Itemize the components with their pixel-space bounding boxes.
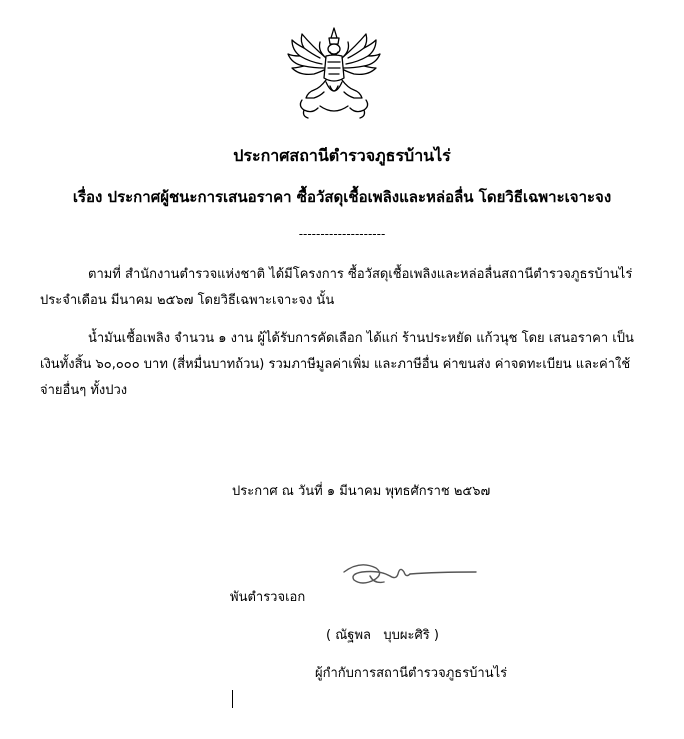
signer-rank: พันตำรวจเอก (230, 590, 306, 605)
signer-name: ( ณัฐพล บุบผะศิริ ) (326, 628, 439, 643)
body-paragraph-1: ตามที่ สำนักงานตำรวจแห่งชาติ ได้มีโครงการ ซื้อวัสดุเชื้อเพลิงและหล่อลื่นสถานีตำรวจภูธรบ้านไร่ ประจำเดือน มีนาคม ๒๕๖๗ โดยวิธีเฉพาะเจาะจง นั้น (40, 267, 633, 308)
document-subject: เรื่อง ประกาศผู้ชนะการเสนอราคา ซื้อวัสดุเชื้อเพลิงและหล่อลื่น โดยวิธีเฉพาะเจาะจง (72, 188, 612, 206)
announcement-date: ประกาศ ณ วันที่ ๑ มีนาคม พุทธศักราช ๒๕๖๗ (232, 484, 491, 499)
body-paragraph-2: น้ำมันเชื้อเพลิง จำนวน ๑ งาน ผู้ได้รับการคัดเลือก ได้แก่ ร้านประหยัด แก้วนุช โดย เสนอราคา เป็นเงินทั้งสิ้น ๖๐,๐๐๐ บาท (สี่หมื่นบาทถ้วน) รวมภาษีมูลค่าเพิ่ม และภาษีอื่น ค่าขนส่ง ค่าจดทะเบียน และค่าใช้จ่ายอื่นๆ ทั้งปวง (40, 331, 634, 398)
text-cursor (232, 690, 233, 708)
page-title: ประกาศสถานีตำรวจภูธรบ้านไร่ (233, 146, 451, 165)
divider: -------------------- (298, 227, 386, 241)
signature (340, 558, 480, 594)
garuda-emblem-icon (284, 26, 384, 120)
signer-position: ผู้กำกับการสถานีตำรวจภูธรบ้านไร่ (315, 666, 508, 681)
